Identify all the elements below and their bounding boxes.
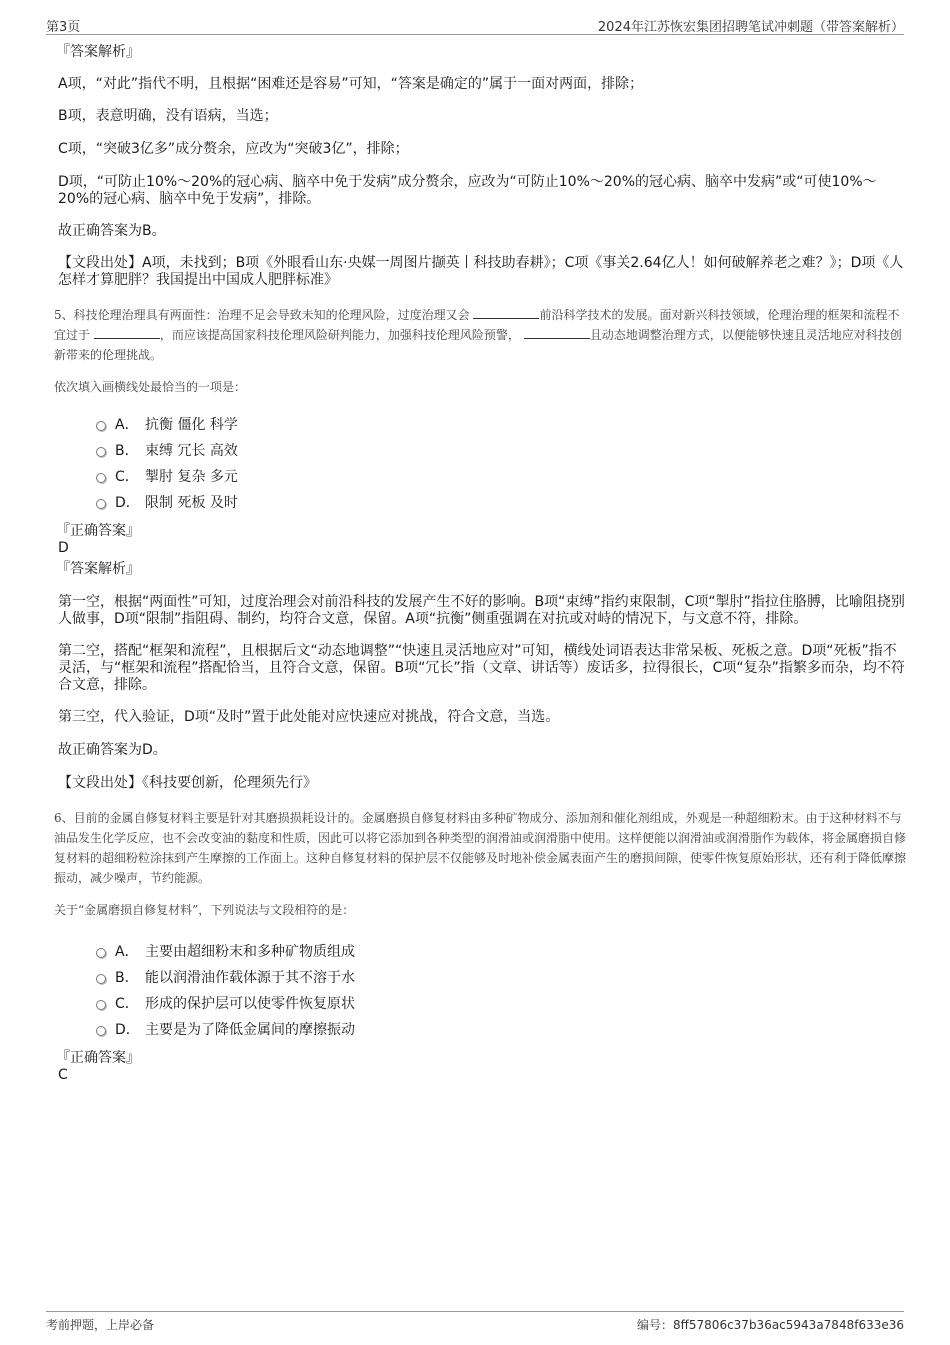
stem-text: 前沿科学技术的发展。面对新兴科技领域，伦理治理的框架和流程不宜过于: [54, 308, 900, 342]
option-c[interactable]: [96, 990, 906, 1016]
option-letter: A．: [115, 417, 139, 433]
correct-answer-heading: 『正确答案』: [56, 523, 140, 539]
analysis-paragraph: 第三空，代入验证，D项“及时”置于此处能对应快速应对挑战，符合文意，当选。: [58, 709, 560, 725]
conclusion-paragraph: 故正确答案为D。: [58, 742, 167, 758]
radio-icon[interactable]: [96, 974, 106, 984]
correct-answer: D: [58, 540, 69, 556]
fill-blank: [524, 326, 590, 339]
radio-icon[interactable]: [96, 1026, 106, 1036]
question-6-stem: 6、目前的金属自修复材料主要是针对其磨损损耗设计的。金属磨损自修复材料由多种矿物成分、添加剂和催化剂组成，外观是一种超细粉末。由于这种材料不与油品发生化学反应，也不会改变油的黏度和性质，因此可以将它添加到各种类型的润滑油或润滑脂中使用。这样便能以润滑油或润滑脂作为载体，将金属磨损自修复材料的超细粉粒涂抹到产生摩擦的工作面上。这种自修复材料的保护层不仅能够及时地补偿金属表面产生的磨损间隙，使零件恢复原始形状，还有利于降低摩擦振动，减少噪声，节约能源。: [54, 811, 907, 885]
source-paragraph: 【文段出处】《科技要创新，伦理须先行》: [58, 775, 317, 791]
source-paragraph: 【文段出处】A项，未找到；B项《外眼看山东·央媒一周图片撷英丨科技助春耕》；C项《事关2.64亿人！如何破解养老之难？》；D项《人怎样才算肥胖？我国提出中国成人肥胖标准》: [58, 255, 904, 288]
footer-slogan: 考前押题，上岸必备: [46, 1318, 155, 1332]
option-b[interactable]: [96, 964, 906, 990]
fill-blank: [94, 326, 160, 339]
option-text: 束缚 冗长 高效: [145, 443, 238, 459]
correct-answer-heading: 『正确答案』: [56, 1050, 140, 1066]
option-c[interactable]: [96, 463, 906, 489]
option-letter: C．: [115, 469, 139, 485]
option-text: 能以润滑油作载体源于其不溶于水: [145, 970, 355, 986]
stem-text: 5、科技伦理治理具有两面性：治理不足会导致未知的伦理风险，过度治理又会: [54, 308, 470, 322]
option-text: 抗衡 僵化 科学: [145, 417, 238, 433]
analysis-paragraph: B项，表意明确，没有语病，当选；: [58, 108, 278, 124]
document-id: 编号：8ff57806c37b36ac5943a7848f633e36: [637, 1318, 904, 1332]
option-letter: B．: [115, 970, 139, 986]
stem-text: ，而应该提高国家科技伦理风险研判能力，加强科技伦理风险预警，: [159, 328, 520, 342]
question-5-prompt: 依次填入画横线处最恰当的一项是：: [54, 380, 247, 394]
option-text: 形成的保护层可以使零件恢复原状: [145, 996, 355, 1012]
option-letter: C．: [115, 996, 139, 1012]
option-letter: D．: [115, 495, 140, 511]
option-text: 主要由超细粉末和多种矿物质组成: [145, 944, 355, 960]
page-number: 第3页: [46, 20, 81, 35]
question-6-prompt: 关于“金属磨损自修复材料”，下列说法与文段相符的是：: [54, 903, 355, 917]
document-body: [56, 44, 906, 1084]
analysis-paragraph: C项，“突破3亿多”成分赘余，应改为“突破3亿”，排除；: [58, 141, 409, 157]
option-letter: A．: [115, 944, 139, 960]
option-letter: B．: [115, 443, 139, 459]
fill-blank: [473, 306, 539, 319]
option-a[interactable]: [96, 411, 906, 437]
analysis-heading: 『答案解析』: [56, 44, 140, 60]
option-text: 掣肘 复杂 多元: [145, 469, 238, 485]
question-6-options: [96, 938, 906, 1042]
correct-answer: C: [58, 1067, 68, 1083]
page-footer: [46, 1311, 904, 1336]
radio-icon[interactable]: [96, 473, 106, 483]
analysis-heading: 『答案解析』: [56, 561, 140, 577]
question-5-stem: [54, 305, 906, 365]
question-5-options: [96, 411, 906, 515]
radio-icon[interactable]: [96, 948, 106, 958]
option-letter: D．: [115, 1022, 140, 1038]
analysis-paragraph: 第二空，搭配“框架和流程”，且根据后文“动态地调整”“快速且灵活地应对”可知，横线处词语表达非常呆板、死板之意。D项“死板”指不灵活，与“框架和流程”搭配恰当，且符合文意，保留。B项“冗长”指（文章、讲话等）废话多，拉得很长，C项“复杂”指繁多而杂，均不符合文意，排除。: [58, 643, 905, 693]
analysis-paragraph: A项，“对此”指代不明，且根据“困难还是容易”可知，“答案是确定的”属于一面对两面，排除；: [58, 76, 644, 92]
document-title: 2024年江苏恢宏集团招聘笔试冲刺题（带答案解析）: [597, 20, 904, 35]
conclusion-paragraph: 故正确答案为B。: [58, 223, 166, 239]
stem-text: 且动态地调整治理方式，以便能够快速且灵活地应对科技创新带来的伦理挑战。: [54, 328, 902, 362]
option-a[interactable]: [96, 938, 906, 964]
option-b[interactable]: [96, 437, 906, 463]
option-text: 主要是为了降低金属间的摩擦振动: [145, 1022, 355, 1038]
radio-icon[interactable]: [96, 447, 106, 457]
radio-icon[interactable]: [96, 1000, 106, 1010]
option-d[interactable]: [96, 1016, 906, 1042]
analysis-paragraph: 第一空，根据“两面性”可知，过度治理会对前沿科技的发展产生不好的影响。B项“束缚”指约束限制，C项“掣肘”指拉住胳膊，比喻阻挠别人做事，D项“限制”指阻碍、制约，均符合文意，保留。A项“抗衡”侧重强调在对抗或对峙的情况下，与文意不符，排除。: [58, 594, 905, 627]
radio-icon[interactable]: [96, 421, 106, 431]
radio-icon[interactable]: [96, 499, 106, 509]
option-d[interactable]: [96, 489, 906, 515]
option-text: 限制 死板 及时: [145, 495, 238, 511]
analysis-paragraph: D项，“可防止10%～20%的冠心病、脑卒中免于发病”成分赘余，应改为“可防止10%～20%的冠心病、脑卒中发病”或“可使10%～20%的冠心病、脑卒中免于发病”，排除。: [58, 174, 877, 207]
page-header: [46, 14, 904, 35]
